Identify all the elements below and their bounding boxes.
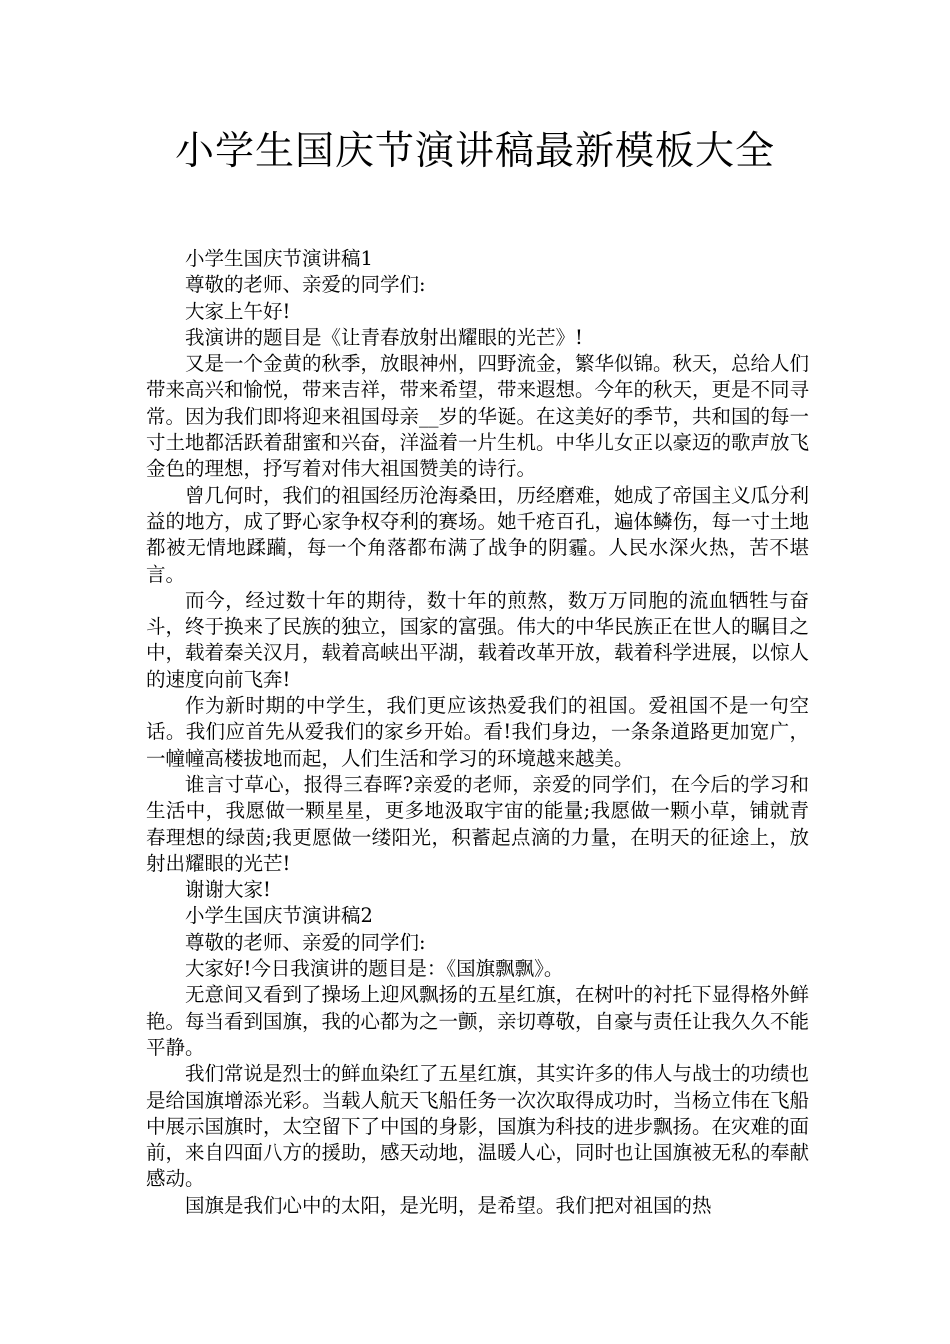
body-paragraph: 又是一个金黄的秋季，放眼神州，四野流金，繁华似锦。秋天，总给人们带来高兴和愉悦，带来吉祥，带来希望，带来遐想。今年的秋天，更是不同寻常。因为我们即将迎来祖国母亲__岁的华诞。在这美好的季节，共和国的每一寸土地都活跃着甜蜜和兴奋，洋溢着一片生机。中华儿女正以豪迈的歌声放飞金色的理想，抒写着对伟大祖国赞美的诗行。 [146,352,810,481]
body-paragraph: 无意间又看到了操场上迎风飘扬的五星红旗，在树叶的衬托下显得格外鲜艳。每当看到国旗，我的心都为之一颤，亲切尊敬，自豪与责任让我久久不能平静。 [146,983,810,1059]
closing-line: 谢谢大家! [185,878,271,902]
document-title: 小学生国庆节演讲稿最新模板大全 [174,129,775,174]
body-paragraph: 而今，经过数十年的期待，数十年的煎熬，数万万同胞的流血牺牲与奋斗，终于换来了民族的独立，国家的富强。伟大的中华民族正在世人的瞩目之中，载着秦关汉月，载着高峡出平湖，载着改革开放，载着科学进展，以惊人的速度向前飞奔! [146,588,810,691]
speech-topic: 我演讲的题目是《让青春放射出耀眼的光芒》! [185,325,583,349]
document-body [146,246,809,1219]
section-heading: 小学生国庆节演讲稿1 [185,247,373,270]
greeting: 大家好!今日我演讲的题目是：《国旗飘飘》。 [185,957,564,981]
body-paragraph: 作为新时期的中学生，我们更应该热爱我们的祖国。爱祖国不是一句空话。我们应首先从爱我们的家乡开始。看!我们身边，一条条道路更加宽广，一幢幢高楼拔地而起，人们生活和学习的环境越来越美。 [146,694,809,770]
greeting: 大家上午好! [185,299,291,323]
salutation: 尊敬的老师、亲爱的同学们: [185,273,426,297]
body-paragraph: 我们常说是烈士的鲜血染红了五星红旗，其实许多的伟人与战士的功绩也是给国旗增添光彩。当载人航天飞船任务一次次取得成功时，当杨立伟在飞船中展示国旗时，太空留下了中国的身影，国旗为科技的进步飘扬。在灾难的面前，来自四面八方的援助，感天动地，温暖人心，同时也让国旗被无私的奉献感动。 [146,1062,810,1191]
body-paragraph: 曾几何时，我们的祖国经历沧海桑田，历经磨难，她成了帝国主义瓜分利益的地方，成了野心家争权夺利的赛场。她千疮百孔，遍体鳞伤，每一寸土地都被无情地蹂躏，每一个角落都布满了战争的阴霾。人民水深火热，苦不堪言。 [146,483,810,586]
body-paragraph: 国旗是我们心中的太阳，是光明，是希望。我们把对祖国的热 [185,1193,712,1217]
salutation: 尊敬的老师、亲爱的同学们: [185,930,426,954]
body-paragraph: 谁言寸草心，报得三春晖?亲爱的老师，亲爱的同学们，在今后的学习和生活中，我愿做一颗星星，更多地汲取宇宙的能量;我愿做一颗小草，铺就青春理想的绿茵;我更愿做一缕阳光，积蓄起点滴的力量，在明天的征途上，放射出耀眼的光芒! [146,772,809,875]
section-heading: 小学生国庆节演讲稿2 [185,904,373,928]
